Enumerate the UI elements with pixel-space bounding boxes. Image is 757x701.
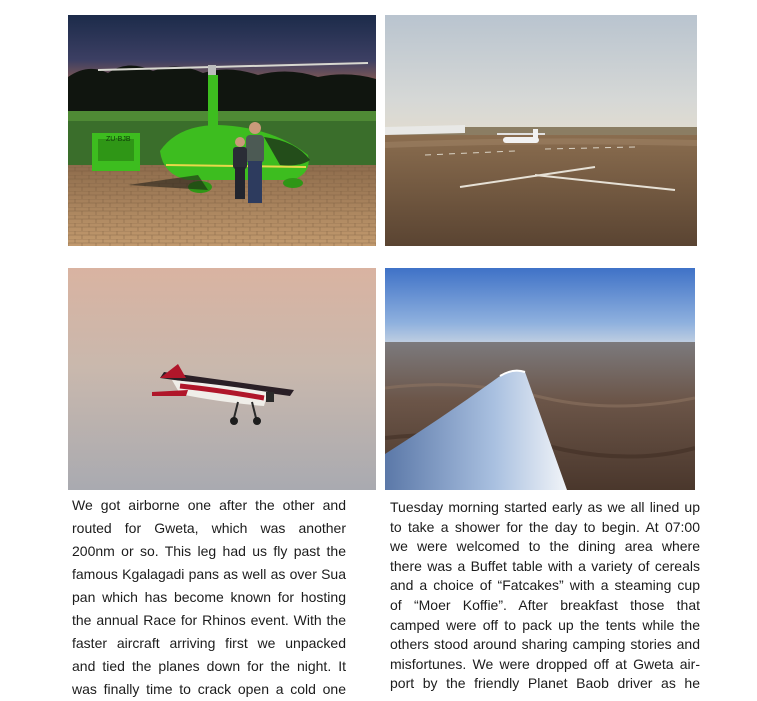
gyrocopter-image (68, 15, 376, 246)
paragraph-line: routed for Gweta, which was another (72, 520, 346, 536)
paragraph-line: and a choice of “Fatcakes” with a steaming cup (390, 577, 700, 594)
paragraph-line: others stood around sharing camping stories and (390, 636, 700, 653)
paragraph-line: misfortunes. We were dropped off at Gweta air- (390, 655, 700, 672)
photo-aircraft-in-flight (68, 268, 376, 490)
paragraph-line: and tied the planes down for the night. It (72, 658, 346, 674)
paragraph-line: Tuesday morning started early as we all lined up (390, 499, 700, 515)
photo-wing-view (385, 268, 695, 490)
paragraph-line: camped were off to pack up the tents while the (390, 616, 700, 633)
paragraph-line: was finally time to crack open a cold one (72, 681, 346, 697)
bushplane-image (68, 268, 376, 490)
paragraph-line: of “Moer Koffie”. After breakfast those that (390, 596, 700, 613)
right-text-column (390, 498, 700, 694)
paragraph-line: to take a shower for the day to begin. At 07:00 (390, 518, 700, 535)
paragraph-line: there was a Buffet table with a variety of cereals (390, 557, 700, 574)
paragraph-line: We got airborne one after the other and (72, 497, 346, 513)
airfield-image (385, 15, 697, 246)
paragraph-line: 200nm or so. This leg had us fly past the (72, 543, 346, 559)
paragraph-line: we were welcomed to the dining area where (390, 538, 700, 555)
paragraph-line: famous Kgalagadi pans as well as over Sua (72, 566, 346, 582)
paragraph-line: port by the friendly Planet Baob driver as he (390, 675, 700, 692)
paragraph-line: the annual Race for Rhinos event. With the (72, 612, 346, 628)
wing-view-image (385, 268, 695, 490)
paragraph-line: faster aircraft arriving first we unpacked (72, 635, 346, 651)
left-text-column (72, 494, 346, 701)
photo-gyrocopter-night (68, 15, 376, 246)
photo-airfield (385, 15, 697, 246)
registration-mark: ZU-BJB (106, 136, 131, 143)
paragraph-line: pan which has become known for hosting (72, 589, 346, 605)
